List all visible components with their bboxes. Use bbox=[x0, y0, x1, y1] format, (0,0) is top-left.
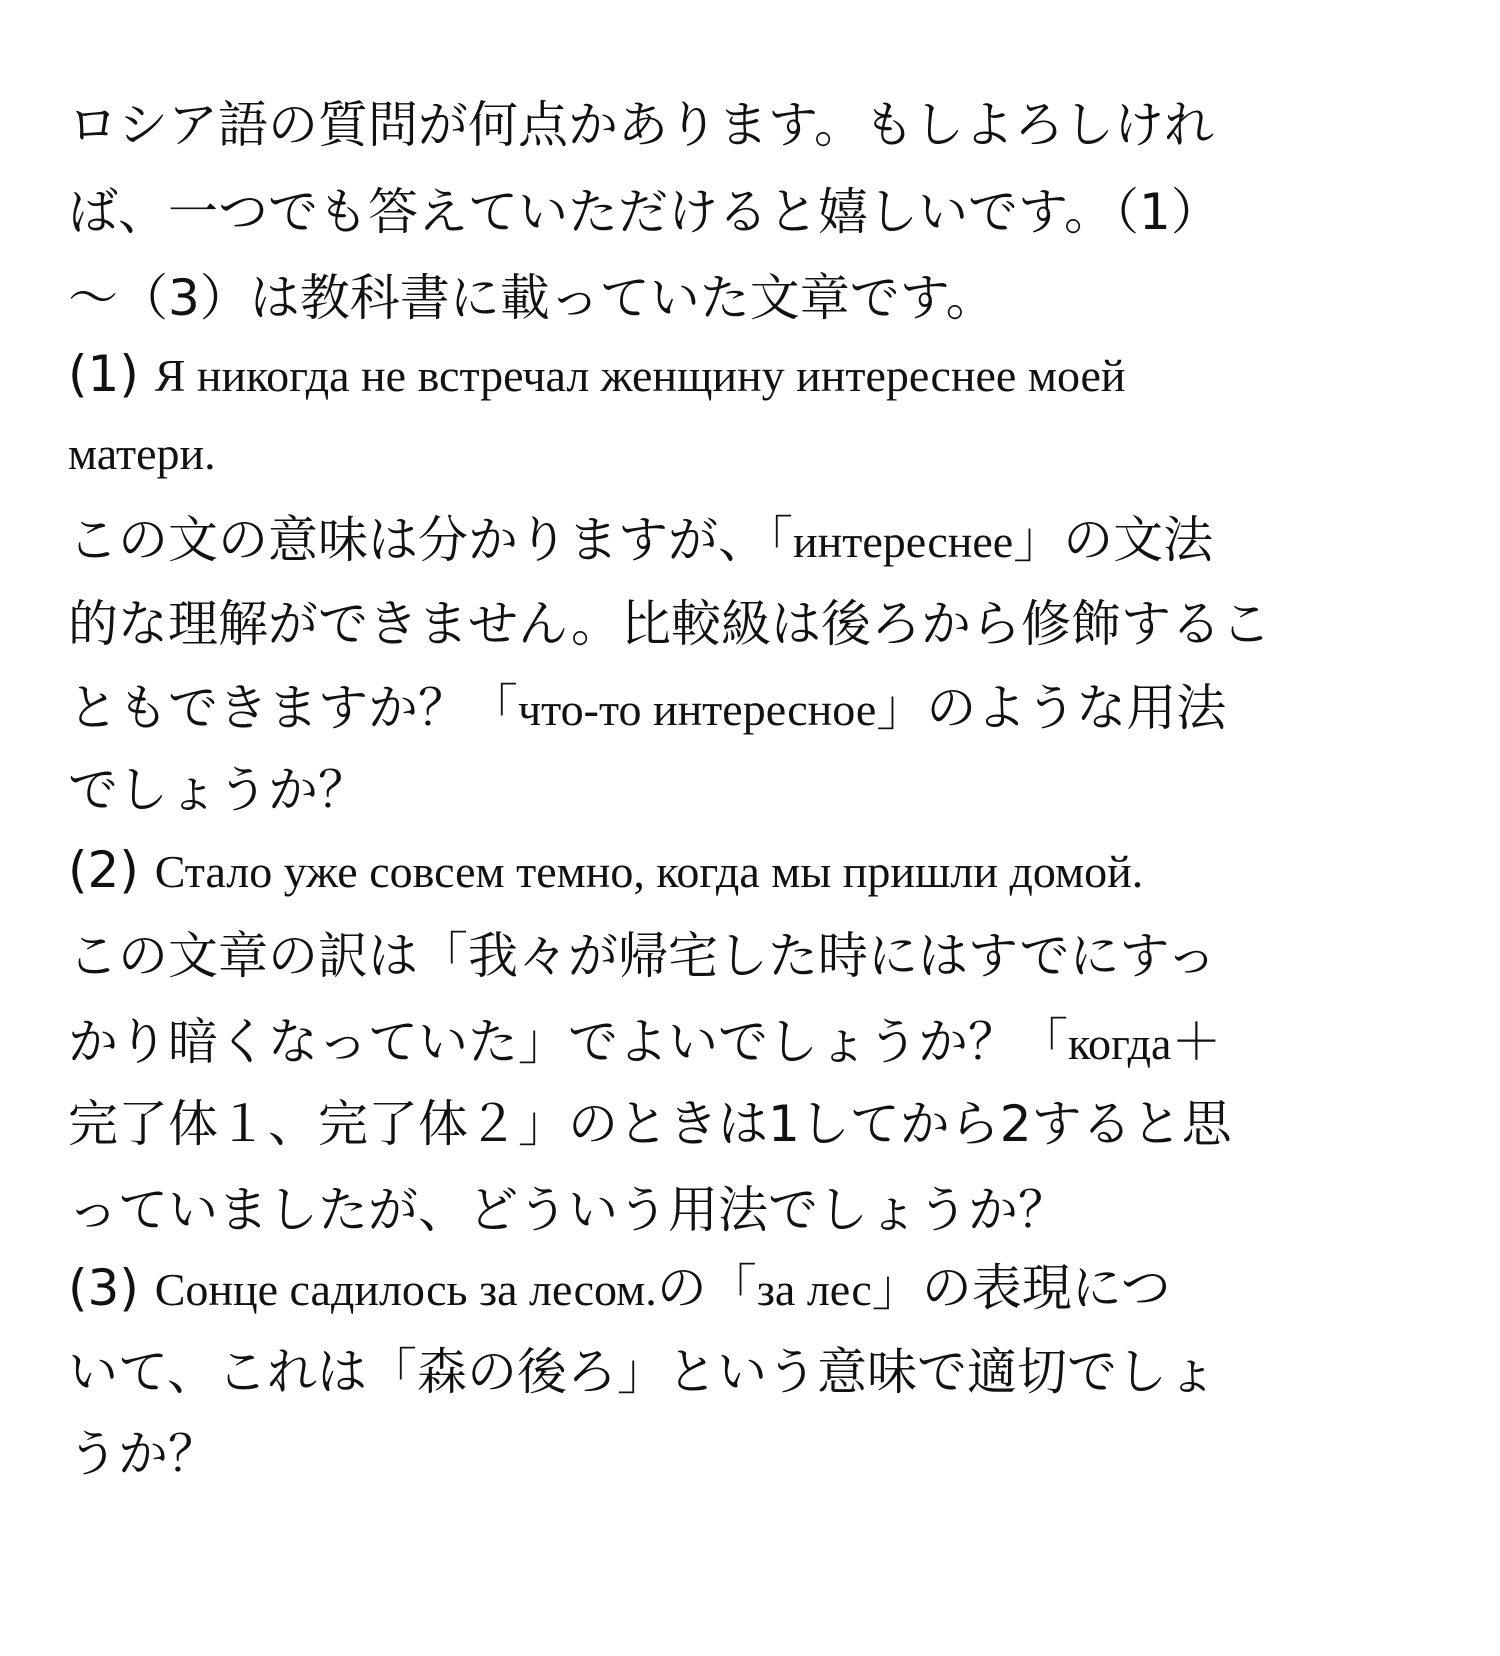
q3-text-line-3: うか？ bbox=[68, 1425, 218, 1483]
q1-sentence-line-2: матери. bbox=[68, 428, 216, 479]
q1-text-line-6: でしょうか？ bbox=[68, 761, 368, 819]
q1-text-part: 」の文法 bbox=[1013, 511, 1214, 569]
q3-text-part: 」の表現につ bbox=[871, 1259, 1171, 1317]
q1-text-part: 」のような用法 bbox=[876, 679, 1227, 737]
intro-line-1: ロシア語の質問が何点かあります。もしよろしけれ bbox=[68, 96, 1214, 154]
q3-russian-phrase: за лес bbox=[756, 1264, 872, 1315]
q1-russian-sentence: Я никогда не встречал женщину интереснее моей bbox=[154, 350, 1126, 401]
q2-russian-sentence: Стало уже совсем темно, когда мы пришли домой. bbox=[154, 846, 1144, 897]
q1-text-line-4: 的な理解ができません。比較級は後ろから修飾するこ bbox=[68, 595, 1271, 653]
q3-russian-sentence: Сонце садилось за лесом. bbox=[154, 1264, 657, 1315]
q2-russian-word: когда bbox=[1068, 1018, 1172, 1069]
q1-russian-phrase: что-то интересное bbox=[518, 684, 877, 735]
q1-sentence-line-1 bbox=[68, 344, 1126, 406]
intro-line-3: ～（3）は教科書に載っていた文章です。 bbox=[68, 269, 996, 327]
q3-text-part: の「 bbox=[656, 1259, 757, 1317]
q3-text-line-2: いて、これは「森の後ろ」という意味で適切でしょ bbox=[68, 1343, 1217, 1401]
q2-text-line-2: この文章の訳は「我々が帰宅した時にはすでにすっ bbox=[68, 927, 1217, 985]
q2-text-line-4: 完了体１、完了体２」のときは1してから2すると思 bbox=[68, 1095, 1232, 1153]
q1-text-part: ともできますか？「 bbox=[68, 679, 518, 737]
q2-text-part: かり暗くなっていた」でよいでしょうか？「 bbox=[68, 1013, 1068, 1071]
q1-text-line-5 bbox=[68, 678, 1226, 740]
intro-line-2: ば、一つでも答えていただけると嬉しいです。（1） bbox=[68, 183, 1221, 241]
q2-text-line-5: っていましたが、どういう用法でしょうか？ bbox=[68, 1181, 1068, 1239]
q1-text-part: この文の意味は分かりますが、「 bbox=[68, 511, 793, 569]
q2-text-line-3 bbox=[68, 1012, 1221, 1074]
q1-label: (1) bbox=[68, 345, 155, 403]
q2-sentence-line bbox=[68, 840, 1143, 902]
q1-russian-word: интереснее bbox=[793, 516, 1014, 567]
q3-sentence-line bbox=[68, 1258, 1171, 1320]
q2-label: (2) bbox=[68, 841, 155, 899]
q2-text-part: ＋ bbox=[1171, 1013, 1222, 1071]
q3-label: (3) bbox=[68, 1259, 155, 1317]
q1-text-line-3 bbox=[68, 510, 1213, 572]
